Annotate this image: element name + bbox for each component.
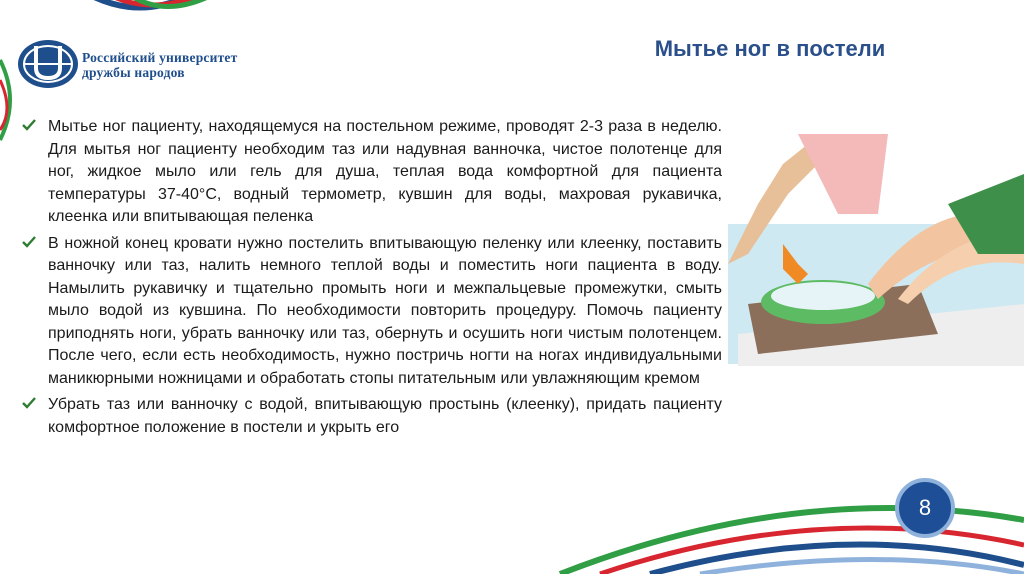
list-item xyxy=(22,394,722,439)
bullet-text: В ножной конец кровати нужно постелить впитывающую пеленку или клеенку, поставить ванночку или таз, налить немного теплой воды и поместить ноги пациента в воду. Намылить рукавичку и тщательно промыть ноги и межпальцевые промежутки, смыть мыло водой из кувшина. По необходимости повторить процедуру. Помочь пациенту приподнять ноги, убрать ванночку или таз, обернуть и осушить ноги чистым полотенцем. После чего, если есть необходимость, нужно постричь ногти на ногах индивидуальными маникюрными ножницами и обработать стопы питательным или увлажняющим кремом xyxy=(48,234,722,387)
list-item xyxy=(22,116,722,229)
logo-text-line1: Российский университет xyxy=(82,50,238,65)
slide-title: Мытье ног в постели xyxy=(654,36,886,61)
page-number-badge: 8 xyxy=(895,478,955,538)
check-icon xyxy=(22,118,36,132)
university-name xyxy=(82,50,237,80)
list-item xyxy=(22,233,722,391)
bullet-text: Убрать таз или ванночку с водой, впитывающую простынь (клеенку), придать пациенту комфортное положение в постели и укрыть его xyxy=(48,396,722,436)
logo-text-line2: дружбы народов xyxy=(82,65,185,80)
check-icon xyxy=(22,235,36,249)
foot-washing-illustration xyxy=(728,134,1024,366)
bullet-list xyxy=(22,116,722,443)
bullet-text: Мытье ног пациенту, находящемуся на постельном режиме, проводят 2-3 раза в неделю. Для мытья ног пациенту необходим таз или надувная ванночка, чистое полотенце для ног, жидкое мыло или гель для душа, теплая вода комфортной для пациента температуры 37-40°С, водный термометр, кувшин для воды, махровая рукавичка, клеенка или впитывающая пеленка xyxy=(48,118,722,225)
check-icon xyxy=(22,396,36,410)
